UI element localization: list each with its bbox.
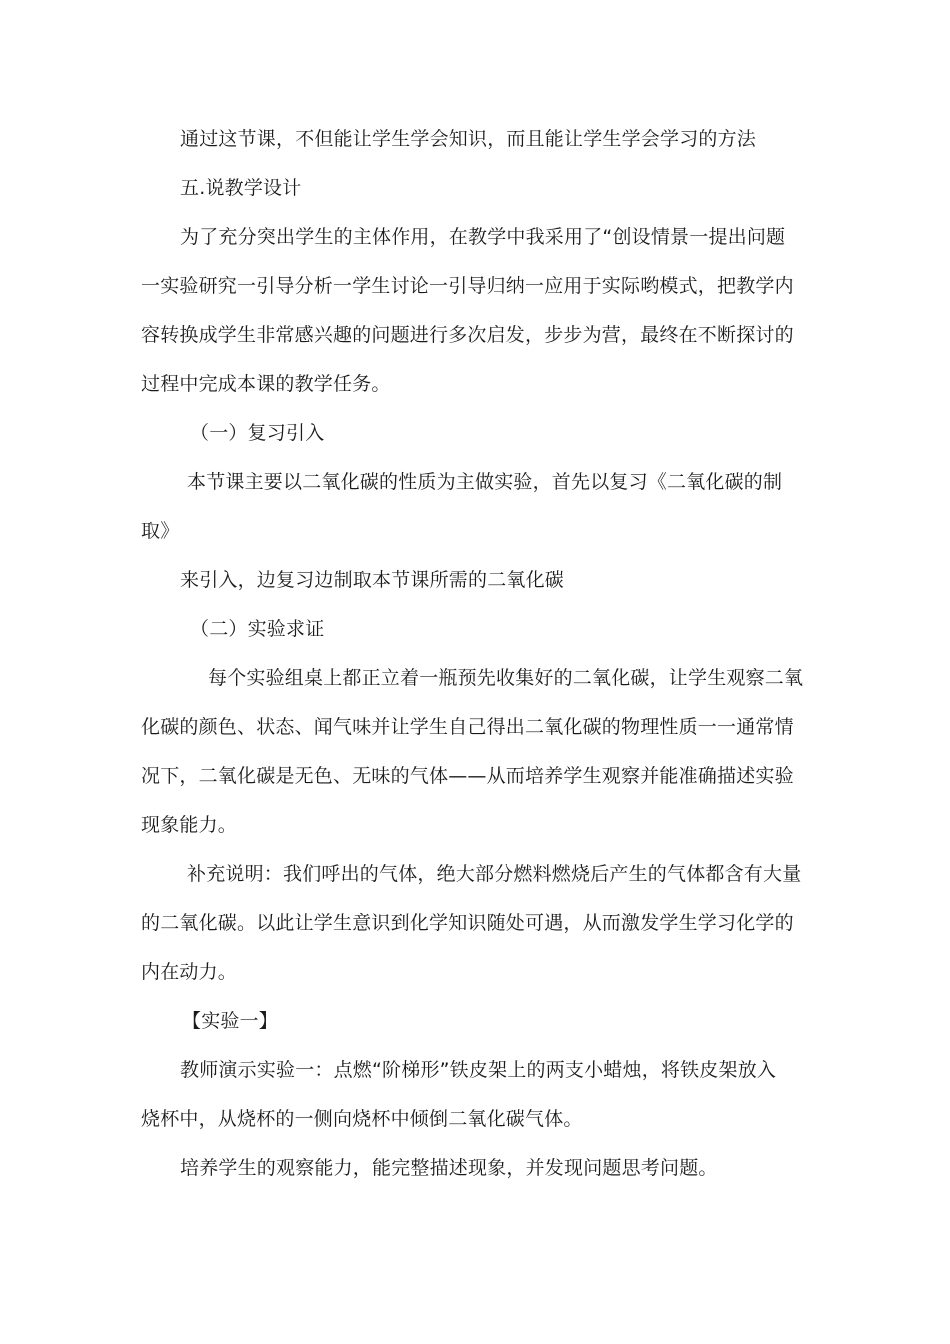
paragraph-line: 来引入，边复习边制取本节课所需的二氧化碳 <box>180 569 565 591</box>
experiment-heading: 【实验一】 <box>182 1010 279 1032</box>
paragraph-line: 培养学生的观察能力，能完整描述现象，并发现问题思考问题。 <box>180 1157 718 1179</box>
paragraph-line: 化碳的颜色、状态、闻气味并让学生自己得出二氧化碳的物理性质一一通常情 <box>141 716 794 738</box>
paragraph-line: 教师演示实验一：点燃“阶梯形”铁皮架上的两支小蜡烛，将铁皮架放入 <box>180 1059 777 1081</box>
paragraph-line: 的二氧化碳。以此让学生意识到化学知识随处可遇，从而激发学生学习化学的 <box>141 912 794 934</box>
paragraph-line: 补充说明：我们呼出的气体，绝大部分燃料燃烧后产生的气体都含有大量 <box>187 863 802 885</box>
paragraph-line: 一实验研究一引导分析一学生讨论一引导归纳一应用于实际哟模式，把教学内 <box>141 275 794 297</box>
paragraph-line: 现象能力。 <box>141 814 238 836</box>
paragraph-line: 本节课主要以二氧化碳的性质为主做实验，首先以复习《二氧化碳的制 <box>187 471 783 493</box>
section-heading: 五.说教学设计 <box>180 177 302 199</box>
paragraph-line: 容转换成学生非常感兴趣的问题进行多次启发，步步为营，最终在不断探讨的 <box>141 324 794 346</box>
paragraph-line: 取》 <box>141 520 180 542</box>
paragraph-line: 通过这节课，不但能让学生学会知识，而且能让学生学会学习的方法 <box>180 128 757 150</box>
paragraph-line: 内在动力。 <box>141 961 238 983</box>
subsection-heading: （二）实验求证 <box>190 618 325 640</box>
paragraph-line: 烧杯中，从烧杯的一侧向烧杯中倾倒二氧化碳气体。 <box>141 1108 583 1130</box>
paragraph-line: 过程中完成本课的教学任务。 <box>141 373 391 395</box>
subsection-heading: （一）复习引入 <box>190 422 325 444</box>
paragraph-line: 每个实验组桌上都正立着一瓶预先收集好的二氧化碳，让学生观察二氧 <box>208 667 804 689</box>
paragraph-line: 况下，二氧化碳是无色、无味的气体——从而培养学生观察并能准确描述实验 <box>141 765 794 787</box>
paragraph-line: 为了充分突出学生的主体作用，在教学中我采用了“创设情景一提出问题 <box>180 226 786 248</box>
